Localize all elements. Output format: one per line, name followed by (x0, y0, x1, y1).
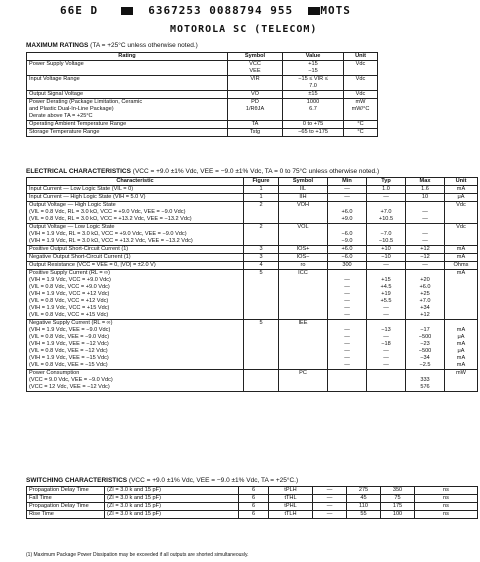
figure-cell: 6 (239, 511, 269, 519)
unit-cell: mA (445, 246, 478, 254)
table-row (27, 194, 478, 202)
max-cell: 175 (381, 503, 415, 511)
min-cell: — (313, 487, 347, 495)
characteristic-cell: Propagation Delay Time (27, 487, 105, 495)
table-row (27, 511, 478, 519)
figure-cell: 6 (239, 503, 269, 511)
symbol-cell: VO (228, 91, 283, 99)
characteristic-cell: Negative Supply Current (RL = ∞) (VIH = 1.9 Vdc, VEE = −9.0 Vdc) (VIL = 0.8 Vdc, VEE = −9.0 Vdc) (VIH = 1.9 Vdc, VEE = −12 Vdc) (VIL = 0.8 Vdc, VEE = −12 Vdc) (VIH = 1.9 Vdc, VEE = −15 Vdc) (VIL = 0.8 Vdc, VEE = −15 Vdc) (27, 320, 244, 370)
switching-note: (VCC = +9.0 ±1% Vdc, VEE = −9.0 ±1% Vdc, TA = +25°C.) (128, 477, 299, 484)
unit-cell: ns (415, 495, 478, 503)
typ-cell: +10 (367, 246, 406, 254)
min-cell: — — — — — — (328, 320, 367, 370)
condition-cell: (ZI = 3.0 k and 15 pF) (105, 503, 239, 511)
switching-title: SWITCHING CHARACTERISTICS (26, 477, 128, 484)
table-header-row (27, 53, 378, 61)
value-cell: −65 to +175 (283, 129, 344, 137)
table-row (27, 186, 478, 194)
electrical-heading (26, 168, 379, 175)
characteristic-cell: Propagation Delay Time (27, 503, 105, 511)
max-cell: −17 −500 −23 −500 −34 −2.5 (406, 320, 445, 370)
symbol-cell: tPLH (269, 487, 313, 495)
typ-cell (367, 370, 406, 392)
column-header: Unit (445, 178, 478, 186)
max-cell: 10 (406, 194, 445, 202)
table-row (27, 61, 378, 76)
unit-cell: Vdc (445, 224, 478, 246)
switching-heading (26, 477, 298, 484)
characteristic-cell: Output Voltage — High Logic State (VIL = 0.8 Vdc, RL = 3.0 kΩ, VCC = +9.0 Vdc, VEE = −9.0 Vdc) (VIL = 0.8 Vdc, RL = 3.0 kΩ, VCC = +13.2 Vdc, VEE = −13.2 Vdc) (27, 202, 244, 224)
table-row (27, 202, 478, 224)
typ-cell: −13 — −18 — — — (367, 320, 406, 370)
max-cell: 75 (381, 495, 415, 503)
unit-cell: ns (415, 487, 478, 495)
symbol-cell: Tstg (228, 129, 283, 137)
symbol-cell: VIR (228, 76, 283, 91)
value-cell: 0 to +75 (283, 121, 344, 129)
symbol-cell: VOL (279, 224, 328, 246)
typ-cell: −7.0 −10.5 (367, 224, 406, 246)
min-cell (328, 370, 367, 392)
unit-cell: Vdc (445, 202, 478, 224)
table-row (27, 246, 478, 254)
typ-cell: — (367, 194, 406, 202)
figure-cell: 4 (244, 262, 279, 270)
max-cell: — — (406, 202, 445, 224)
symbol-cell: tTHL (269, 495, 313, 503)
header-company-line: MOTOROLA SC (TELECOM) (170, 24, 318, 35)
min-cell: +6.0 +9.0 (328, 202, 367, 224)
column-header: Symbol (279, 178, 328, 186)
value-cell: 1000 6.7 (283, 99, 344, 121)
symbol-cell: VCC VEE (228, 61, 283, 76)
figure-cell: 3 (244, 254, 279, 262)
typ-cell: 1.0 (367, 186, 406, 194)
figure-cell: 5 (244, 270, 279, 320)
min-cell: — — — — — — (328, 270, 367, 320)
max-cell: +12 (406, 246, 445, 254)
rating-cell: Power Supply Voltage (27, 61, 228, 76)
footnote: (1) Maximum Package Power Dissipation may be exceeded if all outputs are shorted simultaneously. (26, 552, 249, 558)
table-row (27, 270, 478, 320)
figure-cell: 2 (244, 224, 279, 246)
unit-cell: mW (445, 370, 478, 392)
typ-cell: 275 (347, 487, 381, 495)
unit-cell: Vdc (344, 76, 378, 91)
column-header: Unit (344, 53, 378, 61)
rating-cell: Storage Temperature Range (27, 129, 228, 137)
min-cell: +6.0 (328, 246, 367, 254)
unit-cell: mA (445, 254, 478, 262)
table-header-row (27, 178, 478, 186)
unit-cell: μA (445, 194, 478, 202)
unit-cell: Vdc (344, 61, 378, 76)
unit-cell: Vdc (344, 91, 378, 99)
symbol-cell: IEE (279, 320, 328, 370)
min-cell: −6.0 (328, 254, 367, 262)
max-ratings-title: MAXIMUM RATINGS (26, 42, 89, 49)
figure-cell: 1 (244, 186, 279, 194)
symbol-cell: PC (279, 370, 328, 392)
table-row (27, 121, 378, 129)
figure-cell: 5 (244, 320, 279, 370)
condition-cell: (ZI = 3.0 k and 15 pF) (105, 495, 239, 503)
column-header: Symbol (228, 53, 283, 61)
symbol-cell: TA (228, 121, 283, 129)
symbol-cell: ro (279, 262, 328, 270)
min-cell: — (328, 194, 367, 202)
unit-cell: mW mW/°C (344, 99, 378, 121)
header-code-mid: 6367253 0088794 955 (148, 4, 294, 17)
characteristic-cell: Power Consumption (VCC = 9.0 Vdc, VEE = −9.0 Vdc) (VCC = 12 Vdc, VEE = −12 Vdc) (27, 370, 244, 392)
figure-cell: 6 (239, 487, 269, 495)
figure-cell (244, 370, 279, 392)
min-cell: — (313, 503, 347, 511)
table-row (27, 76, 378, 91)
max-cell: 350 (381, 487, 415, 495)
switching-table (26, 486, 478, 519)
table-row (27, 503, 478, 511)
unit-cell: Ohms (445, 262, 478, 270)
table-row (27, 487, 478, 495)
characteristic-cell: Positive Output Short-Circuit Current (1) (27, 246, 244, 254)
unit-cell: °C (344, 129, 378, 137)
characteristic-cell: Positive Supply Current (RL = ∞) (VIH = 1.9 Vdc, VCC = +9.0 Vdc) (VIL = 0.8 Vdc, VCC = +9.0 Vdc) (VIH = 1.9 Vdc, VCC = +12 Vdc) (VIL = 0.8 Vdc, VCC = +12 Vdc) (VIH = 1.9 Vdc, VCC = +15 Vdc) (VIL = 0.8 Vdc, VCC = +15 Vdc) (27, 270, 244, 320)
column-header: Value (283, 53, 344, 61)
max-ratings-heading (26, 42, 198, 49)
table-row (27, 99, 378, 121)
symbol-cell: tTLH (269, 511, 313, 519)
unit-cell: mA (445, 270, 478, 320)
rating-cell: Power Derating (Package Limitation, Ceramic and Plastic Dual-In-Line Package) Derate above TA = +25°C (27, 99, 228, 121)
max-cell: 100 (381, 511, 415, 519)
max-cell: +20 +6.0 +25 +7.0 +34 +12 (406, 270, 445, 320)
characteristic-cell: Output Resistance (VCC = VEE = 0, |VO| = ±2.0 V) (27, 262, 244, 270)
column-header: Figure (244, 178, 279, 186)
rating-cell: Output Signal Voltage (27, 91, 228, 99)
typ-cell: +7.0 +10.5 (367, 202, 406, 224)
value-cell: ±15 (283, 91, 344, 99)
black-block-mark (308, 7, 320, 15)
symbol-cell: IOS− (279, 254, 328, 262)
unit-cell: ns (415, 503, 478, 511)
figure-cell: 3 (244, 246, 279, 254)
figure-cell: 6 (239, 495, 269, 503)
max-cell: −12 (406, 254, 445, 262)
characteristic-cell: Negative Output Short-Circuit Current (1) (27, 254, 244, 262)
symbol-cell: IOS+ (279, 246, 328, 254)
table-row (27, 495, 478, 503)
min-cell: — (313, 495, 347, 503)
value-cell: −15 ≤ VIR ≤ 7.0 (283, 76, 344, 91)
typ-cell: 110 (347, 503, 381, 511)
column-header: Rating (27, 53, 228, 61)
header-code-left: 66E D (60, 4, 99, 17)
electrical-note: (VCC = +9.0 ±1% Vdc, VEE = −9.0 ±1% Vdc, TA = 0 to 75°C unless otherwise noted.) (132, 168, 380, 175)
figure-cell: 1 (244, 194, 279, 202)
min-cell: −6.0 −9.0 (328, 224, 367, 246)
condition-cell: (ZI = 3.0 k and 15 pF) (105, 487, 239, 495)
header-code-line (60, 4, 351, 17)
max-ratings-note: (TA = +25°C unless otherwise noted.) (90, 42, 198, 49)
rating-cell: Operating Ambient Temperature Range (27, 121, 228, 129)
electrical-table (26, 177, 478, 392)
table-row (27, 262, 478, 270)
symbol-cell: IIL (279, 186, 328, 194)
typ-cell: +15 +4.5 +19 +5.5 — — (367, 270, 406, 320)
unit-cell: °C (344, 121, 378, 129)
column-header: Typ (367, 178, 406, 186)
symbol-cell: PD 1/RθJA (228, 99, 283, 121)
table-row (27, 320, 478, 370)
table-row (27, 91, 378, 99)
typ-cell: −10 (367, 254, 406, 262)
characteristic-cell: Input Current — Low Logic State (VIL = 0) (27, 186, 244, 194)
symbol-cell: IIH (279, 194, 328, 202)
table-row (27, 224, 478, 246)
header-code-right: MOTS (320, 4, 351, 17)
black-block-mark (121, 7, 133, 15)
max-cell: 333 576 (406, 370, 445, 392)
typ-cell: — (367, 262, 406, 270)
unit-cell: mA μA mA μA mA mA (445, 320, 478, 370)
electrical-title: ELECTRICAL CHARACTERISTICS (26, 168, 131, 175)
min-cell: 300 (328, 262, 367, 270)
max-cell: 1.6 (406, 186, 445, 194)
symbol-cell: VOH (279, 202, 328, 224)
characteristic-cell: Rise Time (27, 511, 105, 519)
characteristic-cell: Output Voltage — Low Logic State (VIH = 1.9 Vdc, RL = 3.0 kΩ, VCC = +9.0 Vdc, VEE = −9.0 Vdc) (VIH = 1.9 Vdc, RL = 3.0 kΩ, VCC = +13.2 Vdc, VEE = −13.2 Vdc) (27, 224, 244, 246)
max-cell: — — (406, 224, 445, 246)
symbol-cell: ICC (279, 270, 328, 320)
table-row (27, 129, 378, 137)
max-ratings-table (26, 52, 378, 137)
min-cell: — (313, 511, 347, 519)
unit-cell: ns (415, 511, 478, 519)
table-row (27, 254, 478, 262)
typ-cell: 55 (347, 511, 381, 519)
min-cell: — (328, 186, 367, 194)
value-cell: +15 −15 (283, 61, 344, 76)
column-header: Min (328, 178, 367, 186)
characteristic-cell: Input Current — High Logic State (VIH = 5.0 V) (27, 194, 244, 202)
column-header: Characteristic (27, 178, 244, 186)
column-header: Max (406, 178, 445, 186)
characteristic-cell: Fall Time (27, 495, 105, 503)
max-cell: — (406, 262, 445, 270)
typ-cell: 45 (347, 495, 381, 503)
symbol-cell: tPHL (269, 503, 313, 511)
condition-cell: (ZI = 3.0 k and 15 pF) (105, 511, 239, 519)
rating-cell: Input Voltage Range (27, 76, 228, 91)
table-row (27, 370, 478, 392)
unit-cell: mA (445, 186, 478, 194)
figure-cell: 2 (244, 202, 279, 224)
